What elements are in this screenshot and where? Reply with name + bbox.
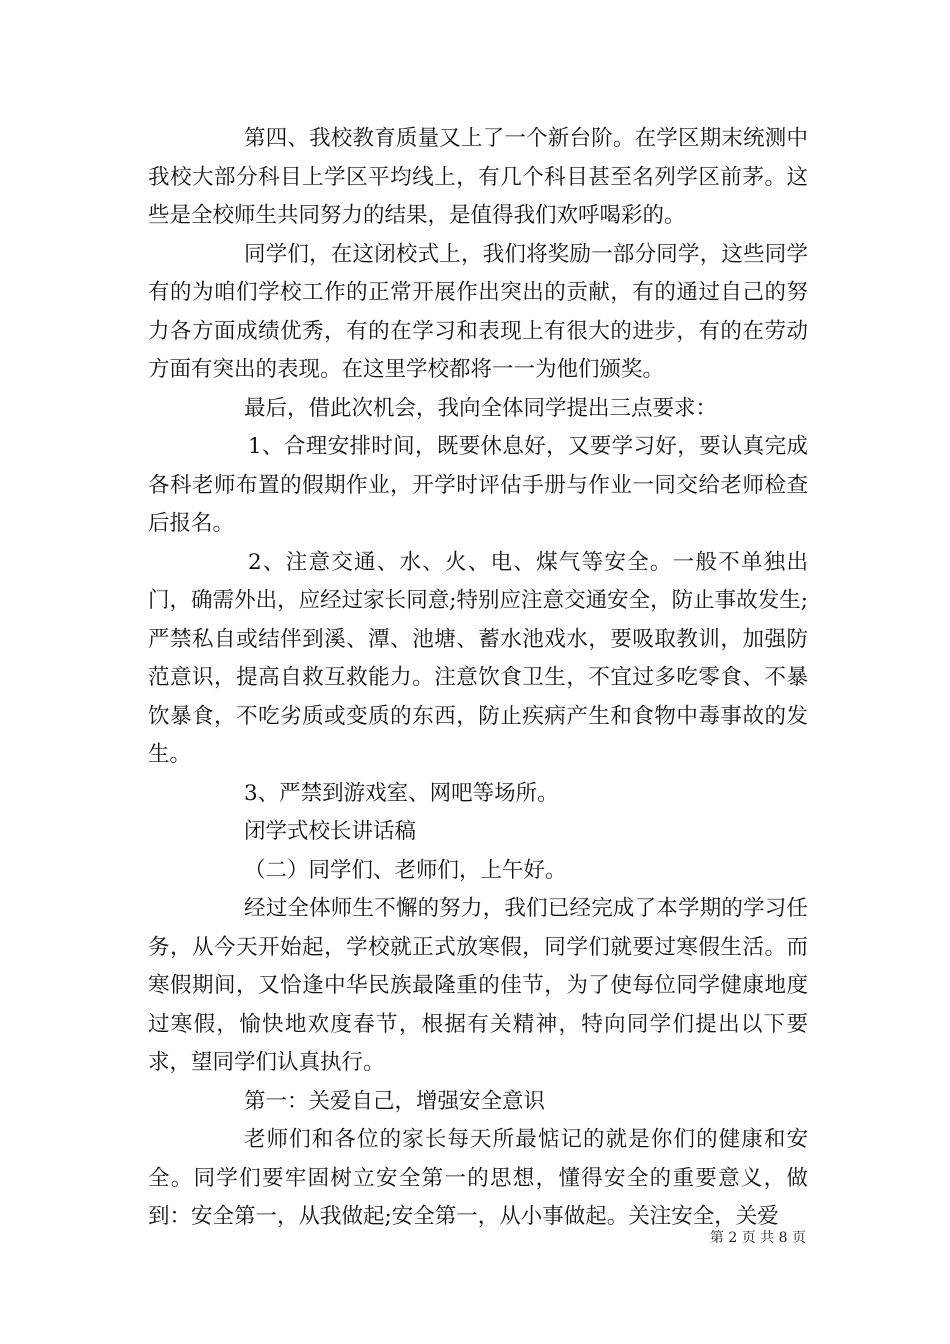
paragraph-requirement-2: 2、注意交通、水、火、电、煤气等安全。一般不单独出门，确需外出，应经过家长同意;特别应注意交通安全，防止事故发生;严禁私自或结伴到溪、潭、池塘、蓄水池戏水，要吸取教训，加强防范意识，提高自救互救能力。注意饮食卫生，不宜过多吃零食、不暴饮暴食，不吃劣质或变质的东西，防止疾病产生和食物中毒事故的发生。 <box>148 549 808 767</box>
document-body <box>148 120 808 1237</box>
section-heading: 闭学式校长讲话稿 <box>244 819 417 844</box>
paragraph-first-point: 第一：关爱自己，增强安全意识 <box>244 1088 546 1114</box>
page-number: 第 2 页 共 8 页 <box>709 1230 806 1246</box>
paragraph-awards: 同学们，在这闭校式上，我们将奖励一部分同学，这些同学有的为咱们学校工作的正常开展作出突出的贡献，有的通过自己的努力各方面成绩优秀，有的在学习和表现上有很大的进步，有的在劳动方面有突出的表现。在这里学校都将一一为他们颁奖。 <box>148 241 808 382</box>
paragraph-winter-break: 经过全体师生不懈的努力，我们已经完成了本学期的学习任务，从今天开始起，学校就正式放寒假，同学们就要过寒假生活。而寒假期间，又恰逢中华民族最隆重的佳节，为了使每位同学健康地度过寒假，愉快地欢度春节，根据有关精神，特向同学们提出以下要求，望同学们认真执行。 <box>148 896 808 1075</box>
paragraph-safety: 老师们和各位的家长每天所最惦记的就是你们的健康和安全。同学们要牢固树立安全第一的思想，懂得安全的重要意义，做到：安全第一，从我做起;安全第一，从小事做起。关注安全，关爱 <box>148 1127 808 1229</box>
paragraph-quality: 第四、我校教育质量又上了一个新台阶。在学区期末统测中我校大部分科目上学区平均线上，有几个科目甚至名列学区前茅。这些是全校师生共同努力的结果，是值得我们欢呼喝彩的。 <box>148 126 808 228</box>
paragraph-requirement-3: 3、严禁到游戏室、网吧等场所。 <box>244 780 559 806</box>
paragraph-requirements-intro: 最后，借此次机会，我向全体同学提出三点要求： <box>244 395 718 421</box>
paragraph-requirement-1: 1、合理安排时间，既要休息好，又要学习好，要认真完成各科老师布置的假期作业，开学时评估手册与作业一同交给老师检查后报名。 <box>148 434 808 536</box>
paragraph-greeting: （二）同学们、老师们，上午好。 <box>244 857 567 883</box>
